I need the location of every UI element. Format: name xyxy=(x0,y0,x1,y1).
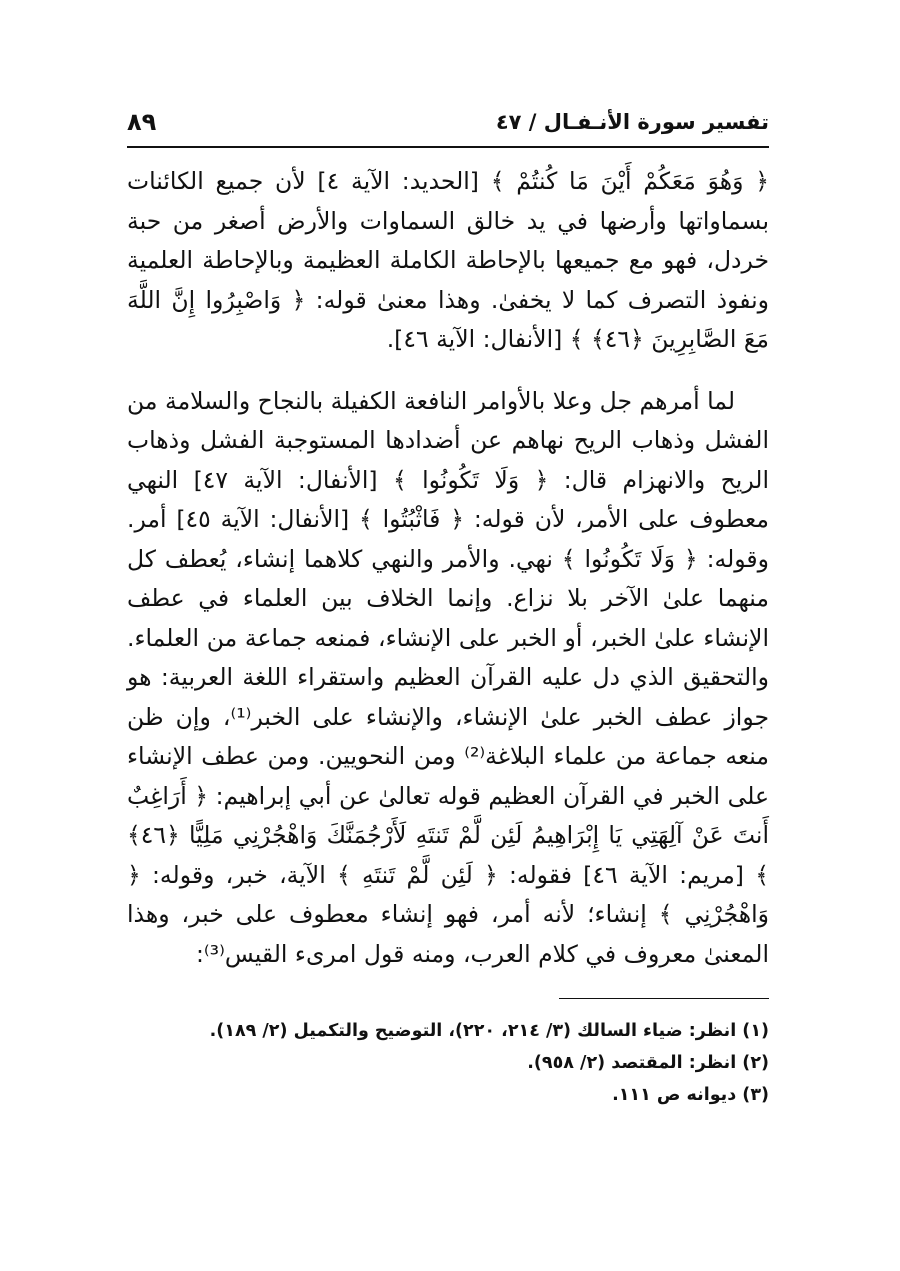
footnote-item: (٣) ديوانه ص ١١١. xyxy=(612,1085,769,1105)
paragraph: لما أمرهم جل وعلا بالأوامر النافعة الكفيلة بالنجاح والسلامة من الفشل وذهاب الريح نهاهم عن أضدادها المستوجبة الفشل وذهاب الريح والانهزام قال: ﴿ وَلَا تَكُونُوا ﴾ [الأنفال: الآية ٤٧] النهي معطوف على الأمر، لأن قوله: ﴿ فَاثْبُتُوا ﴾ [الأنفال: الآية ٤٥] أمر. وقوله: ﴿ وَلَا تَكُونُوا ﴾ نهي. والأمر والنهي كلاهما إنشاء، يُعطف كل منهما علىٰ الآخر بلا نزاع. وإنما الخلاف بين العلماء في عطف الإنشاء علىٰ الخبر، أو الخبر على الإنشاء، فمنعه جماعة من العلماء. والتحقيق الذي دل عليه القرآن العظيم واستقراء اللغة العربية: هو جواز عطف الخبر علىٰ الإنشاء، والإنشاء على الخبر⁽¹⁾، وإن ظن منعه جماعة من علماء البلاغة⁽²⁾ ومن النحويين. ومن عطف الإنشاء على الخبر في القرآن العظيم قوله تعالىٰ عن أبي إبراهيم: ﴿ أَرَاغِبٌ أَنتَ عَنْ آلِهَتِي يَا إِبْرَاهِيمُ لَئِن لَّمْ تَنتَهِ لَأَرْجُمَنَّكَ وَاهْجُرْنِي مَلِيًّا ﴿٤٦﴾ ﴾ [مريم: الآية ٤٦] فقوله: ﴿ لَئِن لَّمْ تَنتَهِ ﴾ الآية، خبر، وقوله: ﴿ وَاهْجُرْنِي ﴾ إنشاء؛ لأنه أمر، فهو إنشاء معطوف على خبر، وهذا المعنىٰ معروف في كلام العرب، ومنه قول امرىء القيس⁽³⁾: xyxy=(127,386,769,968)
footnote-divider xyxy=(559,998,769,999)
page-number: ٨٩ xyxy=(127,108,157,136)
footnote-item: (٢) انظر: المقتصد (٢/ ٩٥٨). xyxy=(527,1053,769,1073)
paragraph: ﴿ وَهُوَ مَعَكُمْ أَيْنَ مَا كُنتُمْ ﴾ [الحديد: الآية ٤] لأن جميع الكائنات بسماواتها وأرضها في يد خالق السماوات والأرض أصغر من حبة خردل، فهو مع جميعها بالإحاطة الكاملة العظيمة وبالإحاطة العلمية ونفوذ التصرف كما لا يخفىٰ. وهذا معنىٰ قوله: ﴿ وَاصْبِرُوا إِنَّ اللَّهَ مَعَ الصَّابِرِينَ ﴿٤٦﴾ ﴾ [الأنفال: الآية ٤٦]. xyxy=(127,167,769,353)
page-header xyxy=(127,100,769,148)
footnotes xyxy=(127,1015,769,1111)
main-text xyxy=(127,162,769,974)
footnote-item: (١) انظر: ضياء السالك (٣/ ٢١٤، ٢٢٠)، التوضيح والتكميل (٢/ ١٨٩). xyxy=(209,1021,769,1041)
running-title: تفسير سورة الأنـفـال / ٤٧ xyxy=(495,110,769,134)
book-page xyxy=(127,100,769,1111)
